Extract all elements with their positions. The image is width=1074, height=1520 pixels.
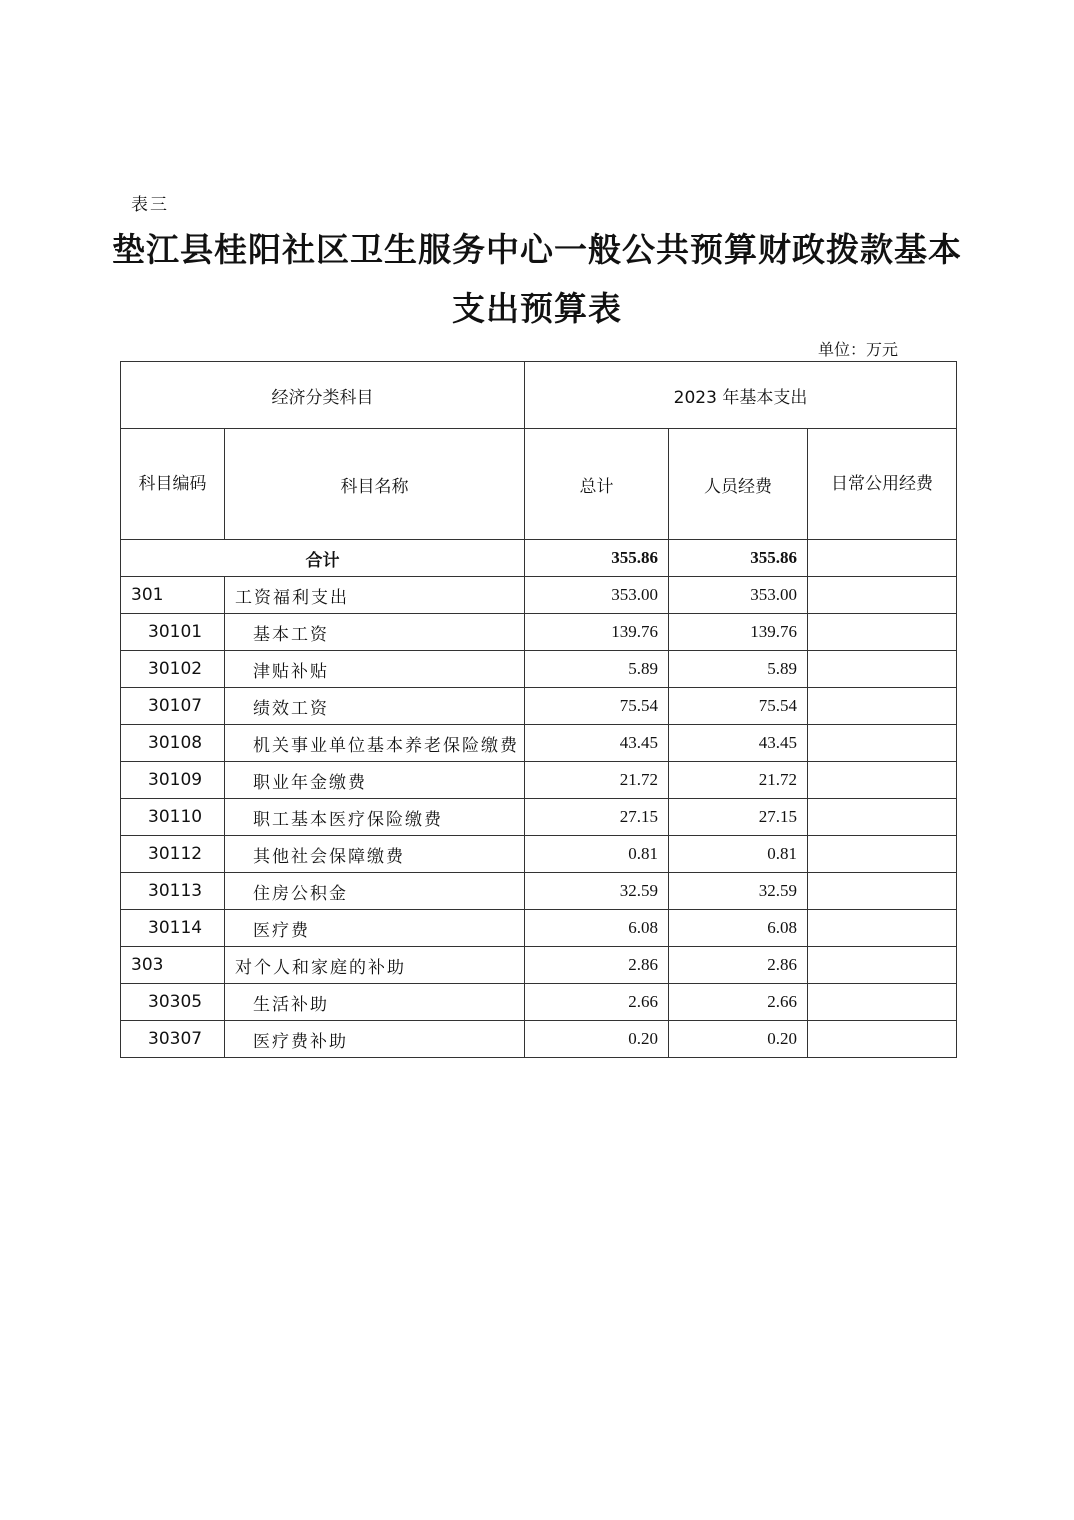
subject-code: 301 [121,577,225,614]
table-row [121,614,957,651]
row-total: 353.00 [525,577,669,614]
total-personnel: 355.86 [669,540,808,577]
total-label: 合计 [121,540,525,577]
row-public [808,614,957,651]
table-row [121,1021,957,1058]
header-subject-code: 科目编码 [121,429,225,540]
row-personnel: 32.59 [669,873,808,910]
row-public [808,910,957,947]
row-total: 27.15 [525,799,669,836]
table-row [121,873,957,910]
row-public [808,762,957,799]
header-subject-name: 科目名称 [225,429,525,540]
subject-name: 生活补助 [225,984,525,1021]
row-total: 75.54 [525,688,669,725]
row-personnel: 75.54 [669,688,808,725]
total-public [808,540,957,577]
row-public [808,873,957,910]
table-row [121,910,957,947]
table-row [121,836,957,873]
row-public [808,984,957,1021]
subject-code: 30102 [121,651,225,688]
header-public-expense: 日常公用经费 [808,429,957,540]
subject-name: 职业年金缴费 [225,762,525,799]
page-title: 垫江县桂阳社区卫生服务中心一般公共预算财政拨款基本 [112,230,962,269]
row-personnel: 139.76 [669,614,808,651]
row-total: 43.45 [525,725,669,762]
row-total: 2.66 [525,984,669,1021]
row-public [808,947,957,984]
row-total: 21.72 [525,762,669,799]
subject-name: 医疗费补助 [225,1021,525,1058]
row-total: 2.86 [525,947,669,984]
row-public [808,651,957,688]
subject-code: 30109 [121,762,225,799]
table-row [121,947,957,984]
table-label: 表三 [131,195,169,215]
subject-name: 职工基本医疗保险缴费 [225,799,525,836]
table-row [121,688,957,725]
subject-name: 工资福利支出 [225,577,525,614]
subject-code: 30114 [121,910,225,947]
row-total: 0.20 [525,1021,669,1058]
table-row [121,799,957,836]
table-row [121,984,957,1021]
header-total: 总计 [525,429,669,540]
header-economic-category: 经济分类科目 [121,362,525,429]
subject-code: 30307 [121,1021,225,1058]
row-public [808,1021,957,1058]
subject-code: 30113 [121,873,225,910]
unit-label: 单位：万元 [818,340,899,359]
subject-name: 其他社会保障缴费 [225,836,525,873]
row-personnel: 2.86 [669,947,808,984]
subject-name: 住房公积金 [225,873,525,910]
total-sum: 355.86 [525,540,669,577]
row-personnel: 5.89 [669,651,808,688]
subject-code: 30108 [121,725,225,762]
row-personnel: 0.20 [669,1021,808,1058]
table-row [121,725,957,762]
row-personnel: 27.15 [669,799,808,836]
row-personnel: 0.81 [669,836,808,873]
row-total: 139.76 [525,614,669,651]
subject-name: 基本工资 [225,614,525,651]
subject-code: 30101 [121,614,225,651]
table-row [121,762,957,799]
row-public [808,688,957,725]
row-total: 5.89 [525,651,669,688]
subject-name: 津贴补贴 [225,651,525,688]
subject-code: 303 [121,947,225,984]
header-personnel: 人员经费 [669,429,808,540]
total-row [121,540,957,577]
subject-code: 30305 [121,984,225,1021]
subject-code: 30107 [121,688,225,725]
subject-name: 绩效工资 [225,688,525,725]
row-personnel: 6.08 [669,910,808,947]
row-public [808,799,957,836]
table-row [121,577,957,614]
row-public [808,577,957,614]
row-public [808,836,957,873]
row-total: 32.59 [525,873,669,910]
table-row [121,651,957,688]
subject-code: 30110 [121,799,225,836]
subject-name: 对个人和家庭的补助 [225,947,525,984]
row-public [808,725,957,762]
subject-name: 医疗费 [225,910,525,947]
subject-code: 30112 [121,836,225,873]
header-basic-expenditure: 2023 年基本支出 [525,362,957,429]
subject-name: 机关事业单位基本养老保险缴费 [225,725,525,762]
row-total: 6.08 [525,910,669,947]
budget-table [120,361,957,1058]
row-personnel: 21.72 [669,762,808,799]
row-total: 0.81 [525,836,669,873]
page-title-line2: 支出预算表 [452,289,622,328]
row-personnel: 43.45 [669,725,808,762]
row-personnel: 2.66 [669,984,808,1021]
row-personnel: 353.00 [669,577,808,614]
